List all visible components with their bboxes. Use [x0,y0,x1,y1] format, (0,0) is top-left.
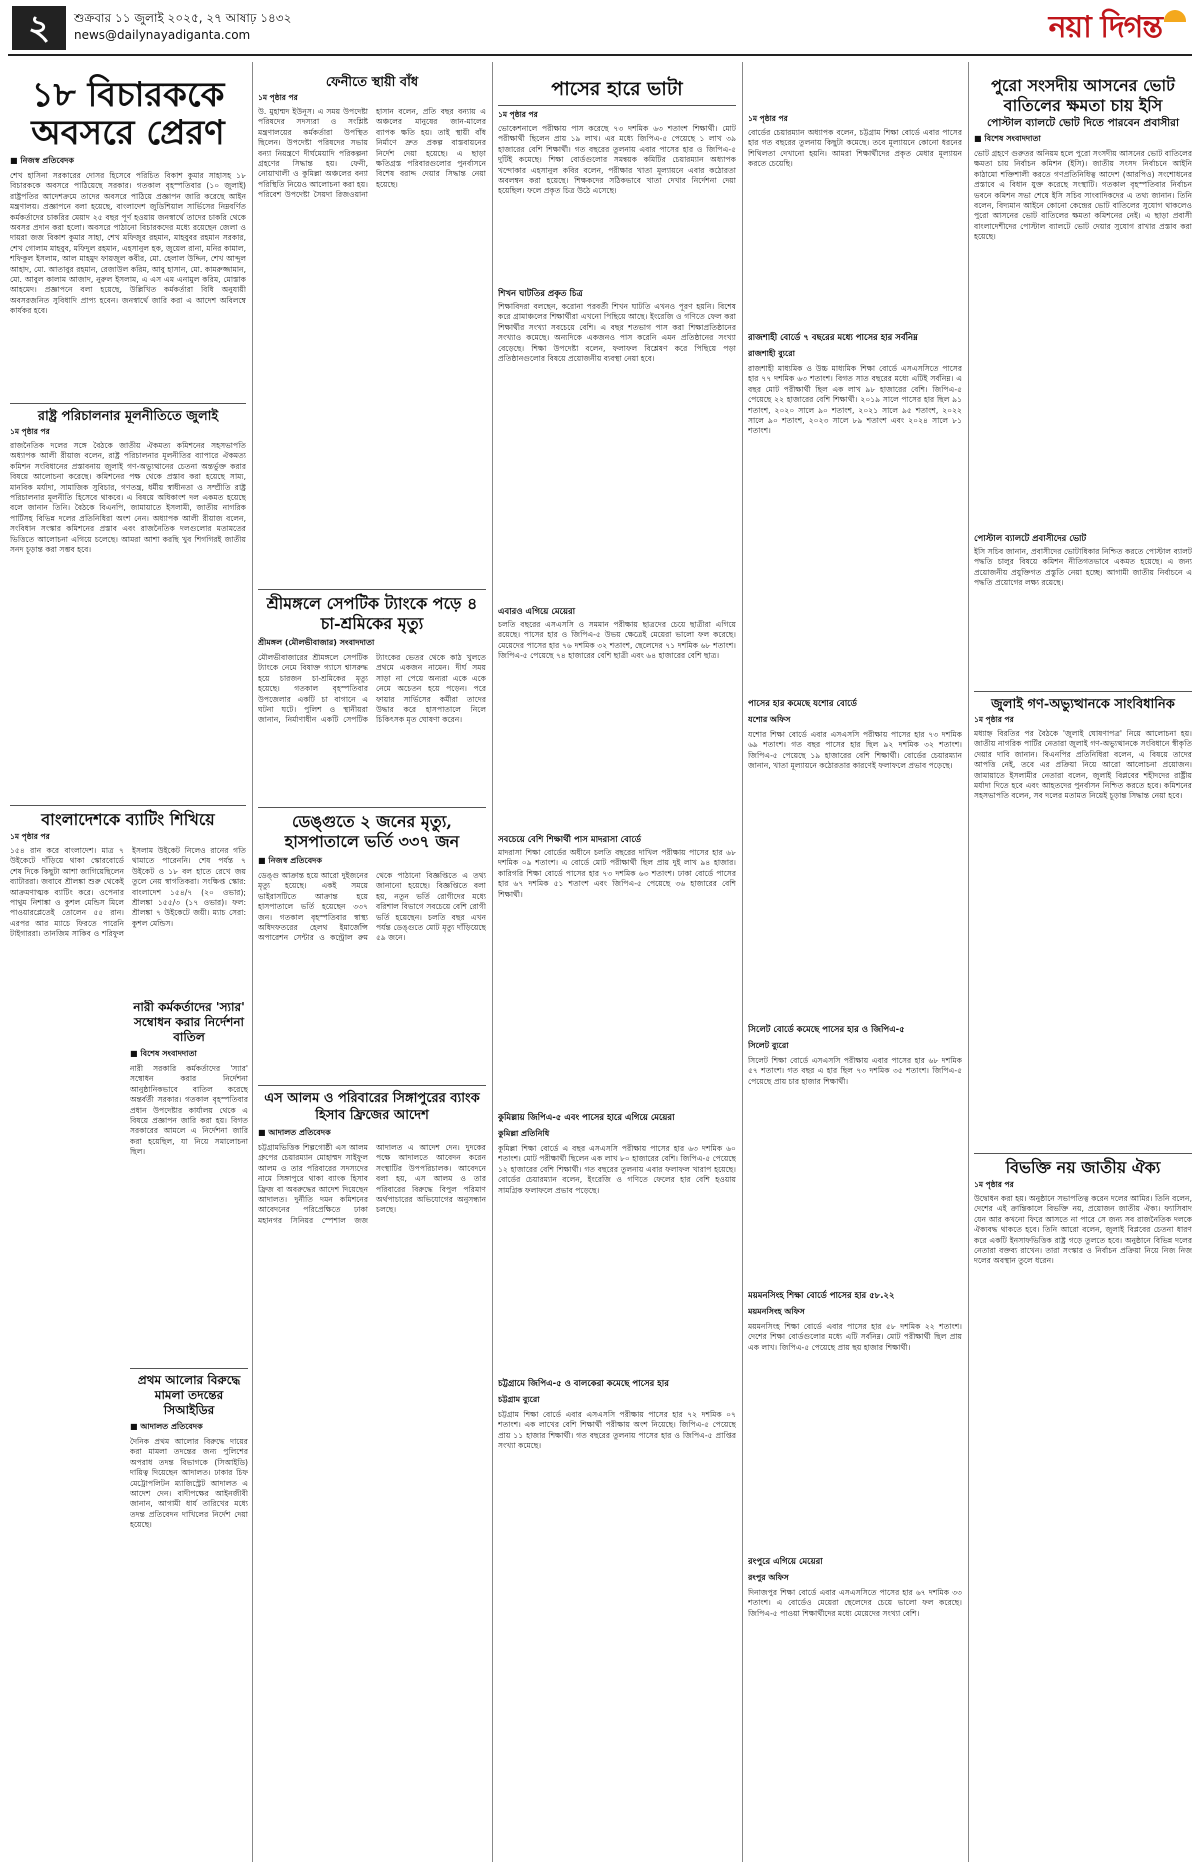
article-body: ইসি সচিব জানান, প্রবাসীদের ভোটাধিকার নিশ্চিত করতে পোস্টাল ব্যালট পদ্ধতি চালুর বিষয়ে কমিশন নীতিগতভাবে একমত হয়েছে। এ জন্য প্রয়োজনীয় প্রযুক্তিগত প্রস্তুতি নেয়া হচ্ছে। আগামী জাতীয় নির্বাচনে এ পদ্ধতি প্রয়োগের লক্ষ্য রয়েছে। [974,547,1192,588]
divider [974,691,1192,692]
byline: শ্রীমঙ্গল (মৌলভীবাজার) সংবাদদাতা [258,638,375,647]
section-heading: পাসের হার কমেছে যশোর বোর্ডে [748,699,857,709]
headline: ডেঙ্গুতে ২ জনের মৃত্যু, হাসপাতালে ভর্তি ৩৩৭ জন [284,812,460,851]
section-heading: পোস্টাল ব্যালটে প্রবাসীদের ভোট [974,534,1087,544]
article-feni-dam [258,74,486,585]
article-body: ভোকেশনালে পরীক্ষায় পাস করেছে ৭৩ দশমিক ৬৩ শতাংশ শিক্ষার্থী। মোট পরীক্ষার্থী ছিলেন প্রায় ১৯ লাখ। এর মধ্যে জিপিএ-৫ পেয়েছে ১ লাখ ৩৯ হাজারের বেশি শিক্ষার্থী। গত বছরের তুলনায় এবার পাসের হার ও জিপিএ-৫ দুটিই কমেছে। শিক্ষা বোর্ডগুলোর সমন্বয়ক কমিটির চেয়ারম্যান অধ্যাপক খন্দোকার এহসানুল কবির বলেন, পরীক্ষার খাতা মূল্যায়নে এবার কঠোরতা অবলম্বন করা হয়েছে। শিক্ষকদের সঠিকভাবে খাতা দেখার নির্দেশনা দেয়া হয়েছিল। ফলে প্রকৃত চিত্র উঠে এসেছে। [498,124,736,196]
headline-pass-rate: পাসের হারে ভাটা [551,78,683,100]
byline: ■ নিজস্ব প্রতিবেদক [258,856,322,865]
article-sreemangal [258,594,486,803]
divider [498,105,736,106]
divider [10,805,246,806]
article-body: রাজনৈতিক দলের সঙ্গে বৈঠকে জাতীয় ঐকমত্য কমিশনের সহসভাপতি অধ্যাপক আলী রীয়াজ বলেন, রাষ্ট্র পরিচালনার মূলনীতির ব্যাপারে ঐকমত্য কমিশন সংবিধানের প্রস্তাবনায় জুলাই গণ-অভ্যুত্থানের চেতনা অন্তর্ভুক্ত করার বিষয়ে আলোচনা করেছে। কমিশনের পক্ষ থেকে প্রস্তাব করা হয়েছে সাম্য, মানবিক মর্যাদা, সামাজিক সুবিচার, গণতন্ত্র, ধর্মীয় স্বাধীনতা ও সম্প্রীতি রাষ্ট্র পরিচালনার মূলনীতি হিসেবে থাকবে। এ বিষয়ে অধিকাংশ দল একমত হয়েছে বলে জানান তিনি। বৈঠকে বিএনপি, জামায়াতে ইসলামী, জাতীয় নাগরিক পার্টিসহ বিভিন্ন দলের প্রতিনিধিরা অংশ নেন। অধ্যাপক আলী রীয়াজ বলেন, সংবিধান সংস্কার কমিশনের প্রস্তাব এবং রাজনৈতিক দলগুলোর মতামতের ভিত্তিতে আলোচনা এগিয়ে চলেছে। আমরা আশা করছি খুব শিগগিরই জাতীয় সনদ চূড়ান্ত করা সম্ভব হবে। [10,441,246,555]
byline: রংপুর অফিস [748,1573,789,1582]
section-heading: এবারও এগিয়ে মেয়েরা [498,607,576,617]
divider [258,807,486,808]
continued-label: ১ম পৃষ্ঠার পর [974,1180,1014,1189]
continued-label: ১ম পৃষ্ঠার পর [10,427,50,436]
divider [974,1153,1192,1154]
column-4 [748,62,962,1862]
byline: ■ বিশেষ সংবাদদাতা [974,134,1041,143]
article-body: ভোট গ্রহণে গুরুতর অনিয়ম হলে পুরো সংসদীয় আসনের ভোট বাতিলের ক্ষমতা চায় নির্বাচন কমিশন (ইসি)। জাতীয় সংসদ নির্বাচনে আইনি কাঠামো শক্তিশালী করতে গণপ্রতিনিধিত্ব আদেশ (আরপিও) সংশোধনের প্রস্তাবে এ বিধান যুক্ত করেছে সংস্থাটি। গতকাল বৃহস্পতিবার নির্বাচন ভবনে কমিশন সভা শেষে ইসি সচিব সাংবাদিকদের এ তথ্য জানান। তিনি বলেন, বিদ্যমান আইনে কোনো কেন্দ্রের ভোট বাতিলের সুযোগ থাকলেও পুরো আসনের ভোট বাতিলের ক্ষমতা কমিশনের নেই। এ ছাড়া প্রবাসী বাংলাদেশীদের পোস্টাল ব্যালটে ভোট দেয়ার সুযোগ রাখার প্রস্তাব করা হয়েছে। [974,149,1192,242]
article-s-alam [258,1090,486,1862]
divider [10,403,246,404]
article-body: ময়মনসিংহ শিক্ষা বোর্ডে এবার পাসের হার ৫৮ দশমিক ২২ শতাংশ। দেশের শিক্ষা বোর্ডগুলোর মধ্যে এটি সর্বনিম্ন। মোট পরীক্ষার্থী ছিল প্রায় এক লাখ। জিপিএ-৫ পেয়েছে প্রায় ছয় হাজার শিক্ষার্থী। [748,1322,962,1352]
page-number: ২ [12,6,66,50]
article-sir-address [130,1000,248,1364]
headline: এস আলম ও পরিবারের সিঙ্গাপুরের ব্যাংক হিসাব ফ্রিজের আদেশ [264,1091,480,1123]
logo [1049,6,1188,50]
byline: ময়মনসিংহ অফিস [748,1307,805,1316]
byline: ■ বিশেষ সংবাদদাতা [130,1049,197,1058]
headline: বিভক্তি নয় জাতীয় ঐক্য [1005,1158,1161,1177]
column-divider [252,62,253,1862]
article-body: বোর্ডের চেয়ারম্যান অধ্যাপক বলেন, চট্টগ্রাম শিক্ষা বোর্ডে এবার পাসের হার গত বছরের তুলনায় কিছুটা কমেছে। তবে মূল্যায়নে কোনো ধরনের শিথিলতা দেখানো হয়নি। আমরা শিক্ষার্থীদের প্রকৃত মেধার মূল্যায়ন করতে চেয়েছি। [748,128,962,169]
continued-label: ১ম পৃষ্ঠার পর [10,832,50,841]
column-divider [968,62,969,1862]
section-heading: সিলেট বোর্ডে কমেছে পাসের হার ও জিপিএ-৫ [748,1025,905,1035]
article-body: চট্টগ্রাম শিক্ষা বোর্ডে এবার এসএসসি পরীক্ষায় পাসের হার ৭২ দশমিক ০৭ শতাংশ। এক লাখের বেশি শিক্ষার্থী পরীক্ষায় অংশ নিয়েছে। জিপিএ-৫ পেয়েছে প্রায় ১১ হাজার শিক্ষার্থী। গত বছরের তুলনায় পাসের হার ও জিপিএ-৫ প্রাপ্তির সংখ্যা কমেছে। [498,1410,736,1451]
headline: নারী কর্মকর্তাদের 'স্যার' সম্বোধন করার নির্দেশনা বাতিল [133,1000,245,1044]
article-prothom-alo [130,1373,248,1850]
section-heading: ময়মনসিংহ শিক্ষা বোর্ডে পাসের হার ৫৮.২২ [748,1291,895,1301]
column-3 [498,62,736,1862]
column-5 [974,62,1192,1862]
continued-label: ১ম পৃষ্ঠার পর [498,110,538,119]
byline: যশোর অফিস [748,715,791,724]
article-dengue [258,812,486,1081]
article-national-unity [974,1158,1192,1834]
byline: ■ আদালত প্রতিবেদক [130,1422,203,1431]
byline: সিলেট ব্যুরো [748,1041,789,1050]
headline: শ্রীমঙ্গলে সেপটিক ট্যাংকে পড়ে ৪ চা-শ্রমিকের মৃত্যু [266,594,478,633]
divider [258,589,486,590]
article-body: সিলেট শিক্ষা বোর্ডে এসএসসি পরীক্ষায় এবার পাসের হার ৬৮ দশমিক ৫৭ শতাংশ। গত বছর এ হার ছিল ৭৩ দশমিক ৩৫ শতাংশ। জিপিএ-৫ পেয়েছে প্রায় চার হাজার শিক্ষার্থী। [748,1056,962,1086]
headline: জুলাই গণ-অভ্যুত্থানকে সাংবিধানিক [991,697,1175,712]
article-body: উদ্বোধন করা হয়। অনুষ্ঠানে সভাপতিত্ব করেন দলের আমির। তিনি বলেন, দেশের এই ক্রান্তিকালে বিভক্তি নয়, প্রয়োজন জাতীয় ঐক্য। ফ্যাসিবাদ যেন আর কখনো ফিরে আসতে না পারে সে জন্য সব রাজনৈতিক দলকে ঐক্যবদ্ধ থাকতে হবে। তিনি আরো বলেন, জুলাই বিপ্লবের চেতনা ধারণ করে একটি ইনসাফভিত্তিক রাষ্ট্র গড়ে তুলতে হবে। অনুষ্ঠানে বিভিন্ন দলের নেতারা বক্তব্য রাখেন। তারা সংস্কার ও নির্বাচন প্রক্রিয়া নিয়ে নিজ নিজ দলের অবস্থান তুলে ধরেন। [974,1194,1192,1266]
section-heading: কুমিল্লায় জিপিএ-৫ এবং পাসের হারে এগিয়ে মেয়েরা [498,1113,675,1123]
column-divider [492,62,493,1862]
continued-label: ১ম পৃষ্ঠার পর [974,715,1014,724]
article-july-principles [10,408,246,801]
headline: ১৮ বিচারককে অবসরে প্রেরণ [31,75,225,153]
article-body: শিক্ষাবিদরা বলছেন, করোনা পরবর্তী শিখন ঘাটতি এখনও পূরণ হয়নি। বিশেষ করে গ্রামাঞ্চলের শিক্ষার্থীরা এখনো পিছিয়ে আছে। ইংরেজি ও গণিতে ফেল করা শিক্ষার্থীর সংখ্যা সবচেয়ে বেশি। এ বছর শতভাগ পাস করা শিক্ষাপ্রতিষ্ঠানের সংখ্যাও কমেছে। অন্যদিকে একজনও পাস করেনি এমন প্রতিষ্ঠানের সংখ্যা বেড়েছে। শিক্ষা উপদেষ্টা বলেন, ফলাফল বিশ্লেষণ করে পিছিয়ে পড়া প্রতিষ্ঠানগুলোর বিষয়ে প্রয়োজনীয় ব্যবস্থা নেয়া হবে। [498,302,736,364]
header-rule [8,54,1192,56]
sun-icon [1164,10,1186,22]
headline: ফেনীতে স্থায়ী বাঁধ [325,75,419,90]
section-heading: রাজশাহী বোর্ডে ৭ বছরের মধ্যে পাসের হার সর্বনিম্ন [748,333,918,343]
article-body: দিনাজপুর শিক্ষা বোর্ডে এবার এসএসসিতে পাসের হার ৬৭ দশমিক ৩৩ শতাংশ। এ বোর্ডেও মেয়েরা ছেলেদের চেয়ে ভালো ফল করেছে। জিপিএ-৫ পাওয়া শিক্ষার্থীদের মধ্যে মেয়েদের সংখ্যা বেশি। [748,1588,962,1618]
article-body: নারী সরকারি কর্মকর্তাদের 'স্যার' সম্বোধন করার নির্দেশনা আনুষ্ঠানিকভাবে বাতিল করেছে অন্তর্বর্তী সরকার। গতকাল বৃহস্পতিবার প্রধান উপদেষ্টার কার্যালয় থেকে এ বিষয়ে প্রজ্ঞাপন জারি করা হয়। বিগত সরকারের আমলে এ নির্দেশনা জারি করা হয়েছিল, যা নিয়ে সমালোচনা ছিল। [130,1064,248,1157]
headline: রাষ্ট্র পরিচালনার মূলনীতিতে জুলাই [37,409,219,424]
article-body: শেখ হাসিনা সরকারের দোসর হিসেবে পরিচিত বিকাশ কুমার সাহাসহ ১৮ বিচারককে অবসরে পাঠিয়েছে সরকার। গতকাল বৃহস্পতিবার (১০ জুলাই) রাষ্ট্রপতির আদেশক্রমে তাদের অবসরে পাঠিয়ে প্রজ্ঞাপন জারি করেছে আইন মন্ত্রণালয়। প্রজ্ঞাপনে বলা হয়েছে, বাংলাদেশ জুডিশিয়াল সার্ভিসের নিম্নবর্ণিত কর্মকর্তাদের চাকরির মেয়াদ ২৫ বছর পূর্ণ হওয়ায় জনস্বার্থে তাদের চাকরি থেকে অবসর প্রদান করা হলো। অবসরে পাঠানো বিচারকদের মধ্যে রয়েছেন জেলা ও দায়রা জজ বিকাশ কুমার সাহা, শেখ মফিজুর রহমান, মাহবুবর রহমান সরকার, শেখ গোলাম মাহবুব, মফিদুল রহমান, এহসানুল হক, জুয়েল রানা, মনির কামাল, শফিকুল ইসলাম, আল মাহমুদ ফায়জুল কবীর, মো. হেলাল উদ্দিন, শেখ আব্দুল আহাদ, মো. আতাবুর রহমান, রেজাউল করিম, আবু হাসান, মো. কামরুজ্জামান, মো. আবুল কালাম আজাদ, নুরুল ইসলাম, এ এস এম এনামুল করিম, মোস্তাক আহমেদ। প্রজ্ঞাপনে বলা হয়েছে, উল্লিখিত কর্মকর্তারা বিধি অনুযায়ী অবসরজনিত সুবিধাদি প্রাপ্য হবেন। জনস্বার্থে জারি করা এ আদেশ অবিলম্বে কার্যকর হবে। [10,171,246,316]
section-heading: শিখন ঘাটতির প্রকৃত চিত্র [498,289,583,299]
article-body: উ. মুহাম্মদ ইউনূস। এ সময় উপদেষ্টা পরিষদের সদস্যরা ও সংশ্লিষ্ট মন্ত্রণালয়ের কর্মকর্তারা উপস্থিত ছিলেন। উপদেষ্টা পরিষদের সভায় বন্যা নিয়ন্ত্রণে দীর্ঘমেয়াদি পরিকল্পনা গ্রহণের সিদ্ধান্ত হয়। ফেনী, নোয়াখালী ও কুমিল্লা অঞ্চলের বন্যা পরিস্থিতি নিয়েও আলোচনা করা হয়। পরিবেশ উপদেষ্টা সৈয়দা রিজওয়ানা হাসান বলেন, প্রতি বছর বন্যায় এ অঞ্চলের মানুষের জান-মালের ব্যাপক ক্ষতি হয়। তাই স্থায়ী বাঁধ নির্মাণে দ্রুত প্রকল্প বাস্তবায়নের নির্দেশ দেয়া হয়েছে। এ ছাড়া ক্ষতিগ্রস্ত পরিবারগুলোর পুনর্বাসনে বিশেষ বরাদ্দ দেয়ার সিদ্ধান্ত নেয়া হয়েছে। [258,107,486,200]
article-body: চট্টগ্রামভিত্তিক শিল্পগোষ্ঠী এস আলম গ্রুপের চেয়ারম্যান মোহাম্মদ সাইফুল আলম ও তার পরিবারের সদস্যদের নামে সিঙ্গাপুরে থাকা ব্যাংক হিসাব ফ্রিজ বা অবরুদ্ধের আদেশ দিয়েছেন আদালত। দুর্নীতি দমন কমিশনের আবেদনের পরিপ্রেক্ষিতে ঢাকা মহানগর সিনিয়র স্পেশাল জজ আদালত এ আদেশ দেন। দুদকের পক্ষে আদালতে আবেদন করেন সংস্থাটির উপপরিচালক। আবেদনে বলা হয়, এস আলম ও তার পরিবারের বিরুদ্ধে বিপুল পরিমাণ অর্থপাচারের অভিযোগের অনুসন্ধান চলছে। [258,1143,486,1225]
spacer [748,62,962,112]
article-body: ডেঙ্গু আক্রান্ত হয়ে আরো দুইজনের মৃত্যু হয়েছে। একই সময়ে ভাইরাসটিতে আক্রান্ত হয়ে হাসপাতালে ভর্তি হয়েছেন ৩৩৭ জন। গতকাল বৃহস্পতিবার স্বাস্থ্য অধিদফতরের হেলথ ইমার্জেন্সি অপারেশন সেন্টার ও কন্ট্রোল রুম থেকে পাঠানো বিজ্ঞপ্তিতে এ তথ্য জানানো হয়েছে। বিজ্ঞপ্তিতে বলা হয়, নতুন ভর্তি রোগীদের মধ্যে বরিশাল বিভাগে সবচেয়ে বেশি রোগী ভর্তি হয়েছেন। চলতি বছর এখন পর্যন্ত ডেঙ্গুতে মোট মৃত্যু দাঁড়িয়েছে ৫৯ জনে। [258,871,486,943]
continued-label: ১ম পৃষ্ঠার পর [748,114,788,123]
section-heading: রংপুরে এগিয়ে মেয়েরা [748,1557,823,1567]
masthead [8,6,1192,58]
article-body: যশোর শিক্ষা বোর্ডে এবার এসএসসি পরীক্ষায় পাসের হার ৭৩ দশমিক ৬৯ শতাংশ। গত বছর পাসের হার ছিল ৯২ দশমিক ৩২ শতাংশ। জিপিএ-৫ পেয়েছে ১৯ হাজারের বেশি শিক্ষার্থী। বোর্ডের চেয়ারম্যান জানান, খাতা মূল্যায়নে কঠোরতার কারণেই ফলাফলে প্রভাব পড়েছে। [748,730,962,771]
article-body: দৈনিক প্রথম আলোর বিরুদ্ধে দায়ের করা মামলা তদন্তের জন্য পুলিশের অপরাধ তদন্ত বিভাগকে (সিআইডি) দায়িত্ব দিয়েছেন আদালত। ঢাকার চিফ মেট্রোপলিটন ম্যাজিস্ট্রেট আদালত এ আদেশ দেন। বাদীপক্ষের আইনজীবী জানান, আগামী ধার্য তারিখের মধ্যে তদন্ত প্রতিবেদন দাখিলের নির্দেশ দেয়া হয়েছে। [130,1437,248,1530]
byline: রাজশাহী ব্যুরো [748,349,795,358]
article-judges [10,76,246,399]
column-divider [742,62,743,1862]
continued-label: ১ম পৃষ্ঠার পর [258,93,298,102]
byline: ■ নিজস্ব প্রতিবেদক [10,156,74,165]
email: news@dailynayadiganta.com [74,28,251,42]
article-body: মৌলভীবাজারের শ্রীমঙ্গলে সেপটিক ট্যাংকে নেমে বিষাক্ত গ্যাসে শ্বাসরুদ্ধ হয়ে চারজন চা-শ্রমিকের মৃত্যু হয়েছে। গতকাল বৃহস্পতিবার উপজেলার একটি চা বাগানে এ ঘটনা ঘটে। পুলিশ ও স্থানীয়রা জানান, নির্মাণাধীন একটি সেপটিক ট্যাংকের ভেতর থেকে কাঠ খুলতে প্রথমে একজন নামেন। দীর্ঘ সময় সাড়া না পেয়ে অন্যরা একে একে নেমে অচেতন হয়ে পড়েন। পরে ফায়ার সার্ভিসের কর্মীরা তাদের উদ্ধার করে হাসপাতালে নিলে চিকিৎসক মৃত ঘোষণা করেন। [258,653,486,725]
divider [130,1368,248,1369]
logo-text: নয়া দিগন্ত [1048,9,1162,45]
inset-column [130,1000,248,1850]
article-body: মধ্যাহ্ন বিরতির পর বৈঠকে 'জুলাই ঘোষণাপত্র' নিয়ে আলোচনা হয়। জাতীয় নাগরিক পার্টির নেতারা জুলাই গণ-অভ্যুত্থানকে সংবিধানে স্বীকৃতি দেয়ার দাবি জানান। বিএনপির প্রতিনিধিরা বলেন, এ বিষয়ে তাদের আপত্তি নেই, তবে এর প্রক্রিয়া নিয়ে আরো আলোচনা প্রয়োজন। জামায়াতে ইসলামীর নেতারা বলেন, জুলাই বিপ্লবের শহীদদের রাষ্ট্রীয় মর্যাদা দিতে হবে এবং আহতদের পুনর্বাসন নিশ্চিত করতে হবে। কমিশনের সহসভাপতি বলেন, সব দলের মতামত নিয়েই চূড়ান্ত সিদ্ধান্ত নেয়া হবে। [974,729,1192,801]
article-body: চলতি বছরের এসএসসি ও সমমান পরীক্ষায় ছাত্রদের চেয়ে ছাত্রীরা এগিয়ে রয়েছে। পাসের হার ও জিপিএ-৫ উভয় ক্ষেত্রেই মেয়েরা ভালো ফল করেছে। মেয়েদের পাসের হার ৭৬ দশমিক ৩২ শতাংশ, ছেলেদের ৭১ দশমিক ৬৮ শতাংশ। জিপিএ-৫ পেয়েছে ৭৪ হাজারের বেশি ছাত্রী এবং ৬৪ হাজারের বেশি ছাত্র। [498,620,736,661]
section-heading: সবচেয়ে বেশি শিক্ষার্থী পাস মাদরাসা বোর্ডে [498,835,641,845]
section-heading: চট্টগ্রামে জিপিএ-৫ ও বালকেরা কমেছে পাসের হার [498,1379,669,1389]
dateline: শুক্রবার ১১ জুলাই ২০২৫, ২৭ আষাঢ় ১৪৩২ [74,11,292,25]
article-july-constitutional [974,696,1192,1149]
headline: বাংলাদেশকে ব্যাটিং শিখিয়ে [41,810,215,829]
headline: পুরো সংসদীয় আসনের ভোট বাতিলের ক্ষমতা চায় ইসি [991,76,1175,115]
byline: ■ আদালত প্রতিবেদক [258,1128,331,1137]
byline: চট্টগ্রাম ব্যুরো [498,1395,540,1404]
article-body: রাজশাহী মাধ্যমিক ও উচ্চ মাধ্যমিক শিক্ষা বোর্ডে এসএসসিতে পাসের হার ৭৭ দশমিক ৬৩ শতাংশ। বিগত সাত বছরের মধ্যে এটিই সর্বনিম্ন। এ বছর মোট পরীক্ষার্থী ছিল এক লাখ ৯৮ হাজারের বেশি। জিপিএ-৫ পেয়েছে ২২ হাজারের বেশি শিক্ষার্থী। ২০১৯ সালে পাসের হার ছিল ৯১ শতাংশ, ২০২০ সালে ৯০ শতাংশ, ২০২১ সালে ৯৫ শতাংশ, ২০২২ সালে ৯০ শতাংশ, ২০২৩ সালে ৮৯ শতাংশ এবং ২০২৪ সালে ৮১ শতাংশ। [748,364,962,436]
divider [258,1085,486,1086]
article-ec-vote [974,76,1192,687]
article-body: কুমিল্লা শিক্ষা বোর্ডে এ বছর এসএসসি পরীক্ষায় পাসের হার ৬৩ দশমিক ৬০ শতাংশ। মোট পরীক্ষার্থী ছিলেন এক লাখ ৮০ হাজারের বেশি। জিপিএ-৫ পেয়েছে ১২ হাজারের বেশি শিক্ষার্থী। গত বছরের তুলনায় এবার ফলাফল খারাপ হয়েছে। বোর্ডের চেয়ারম্যান বলেন, ইংরেজি ও গণিতে ফেলের হার বেশি হওয়ায় সামগ্রিক ফলাফলে প্রভাব পড়েছে। [498,1144,736,1195]
headline: প্রথম আলোর বিরুদ্ধে মামলা তদন্তের সিআইডির [137,1373,241,1417]
article-body: ১৫৪ রান করে বাংলাদেশ। মাত্র ৭ উইকেটে দাঁড়িয়ে থাকা স্কোরবোর্ডে শেষ দিকে কিছুটা আশা জাগিয়েছিলেন ব্যাটাররা। জবাবে শ্রীলঙ্কা শুরু থেকেই আক্রমণাত্মক ব্যাটিং করে। ওপেনার পাথুম নিশাঙ্কা ও কুশল মেন্ডিস মিলে পাওয়ারপ্লেতেই তোলেন ৫৫ রান। এরপর আর ম্যাচে ফিরতে পারেনি টাইগাররা। তানজিম সাকিব ও শরিফুল ইসলাম উইকেট নিলেও রানের গতি থামাতে পারেননি। শেষ পর্যন্ত ৭ উইকেট ও ১৮ বল হাতে রেখে জয় তুলে নেয় স্বাগতিকরা। সংক্ষিপ্ত স্কোর: বাংলাদেশ ১৫৪/৭ (২০ ওভার); শ্রীলঙ্কা ১৫৫/৩ (১৭ ওভার)। ফল: শ্রীলঙ্কা ৭ উইকেটে জয়ী। ম্যাচ সেরা: কুশল মেন্ডিস। [10,846,246,939]
subheadline: পোস্টাল ব্যালটে ভোট দিতে পারবেন প্রবাসীরা [986,117,1180,129]
article-body: মাদরাসা শিক্ষা বোর্ডের অধীনে চলতি বছরের দাখিল পরীক্ষায় পাসের হার ৬৮ দশমিক ০৯ শতাংশ। এ বোর্ডে মোট পরীক্ষার্থী ছিল প্রায় দুই লাখ ৯৪ হাজার। কারিগরি শিক্ষা বোর্ডে পাসের হার ৭৩ দশমিক ৬৩ শতাংশ। ঢাকা বোর্ডে পাসের হার ৬৭ দশমিক ৫১ শতাংশ এবং জিপিএ-৫ পেয়েছে ৩৬ হাজারের বেশি শিক্ষার্থী। [498,848,736,899]
byline: কুমিল্লা প্রতিনিধি [498,1129,550,1138]
column-2 [258,62,486,1862]
